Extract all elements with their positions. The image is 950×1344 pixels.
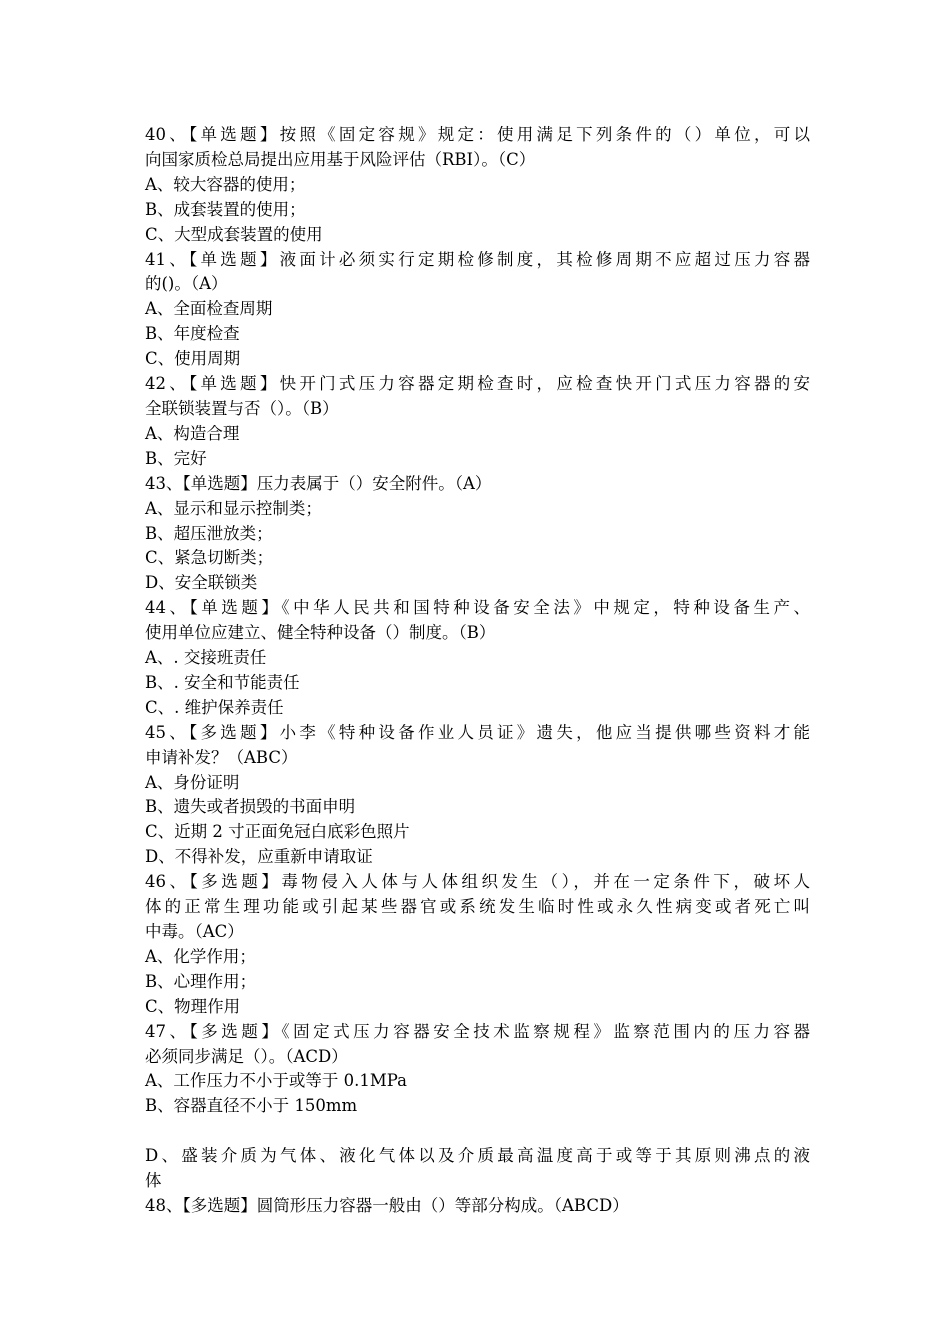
text-line: C、大型成套装置的使用 (145, 224, 323, 244)
text-line: B、完好 (145, 448, 207, 468)
text-line: 中毒。（AC） (145, 922, 244, 941)
text-line: A、身份证明 (145, 772, 240, 792)
text-line: B、年度检查 (145, 324, 240, 344)
text-line: C、. 维护保养责任 (145, 697, 284, 717)
text-line: B、. 安全和节能责任 (145, 672, 300, 692)
text-line: 申请补发？（ABC） (145, 747, 298, 767)
document-page (145, 123, 810, 1219)
text-line: C、物理作用 (145, 996, 241, 1016)
text-line: A、. 交接班责任 (145, 648, 267, 668)
text-line: 40、【单选题】按照《固定容规》规定：使用满足下列条件的（）单位，可以 (145, 125, 810, 144)
text-line: C、使用周期 (145, 349, 241, 369)
text-line: D、安全联锁类 (145, 573, 258, 593)
text-line: 体的正常生理功能或引起某些器官或系统发生临时性或永久性病变或者死亡叫 (145, 897, 810, 917)
text-line: A、构造合理 (145, 423, 240, 443)
text-line: 的()。（A） (145, 274, 228, 294)
text-line: 47、【多选题】《固定式压力容器安全技术监察规程》监察范围内的压力容器 (145, 1021, 810, 1041)
text-line: 必须同步满足（）。（ACD） (145, 1046, 348, 1066)
text-line: A、显示和显示控制类； (145, 498, 322, 518)
text-line: 48、【多选题】圆筒形压力容器一般由（）等部分构成。（ABCD） (145, 1195, 629, 1215)
text-line: B、成套装置的使用； (145, 199, 306, 219)
text-line: 44、【单选题】《中华人民共和国特种设备安全法》中规定，特种设备生产、 (145, 598, 810, 618)
text-line: B、心理作用； (145, 971, 257, 991)
text-line: 41、【单选题】液面计必须实行定期检修制度，其检修周期不应超过压力容器 (145, 249, 810, 269)
text-line: B、超压泄放类； (145, 523, 273, 543)
text-line: 43、【单选题】压力表属于（）安全附件。（A） (145, 473, 492, 493)
text-line: 使用单位应建立、健全特种设备（）制度。（B） (145, 623, 496, 643)
text-line: C、近期 2 寸正面免冠白底彩色照片 (145, 822, 410, 842)
text-line: A、工作压力不小于或等于 0.1MPa (145, 1071, 407, 1091)
text-line: D、不得补发，应重新申请取证 (145, 847, 373, 867)
blank-line (145, 1119, 810, 1144)
text-line: D、盛装介质为气体、液化气体以及介质最高温度高于或等于其原则沸点的液 (145, 1146, 810, 1166)
text-line: A、较大容器的使用； (145, 174, 306, 194)
text-line: B、容器直径不小于 150mm (145, 1096, 358, 1116)
text-line: 46、【多选题】毒物侵入人体与人体组织发生（），并在一定条件下，破坏人 (145, 872, 810, 892)
text-line: B、遗失或者损毁的书面申明 (145, 797, 356, 817)
text-line: 42、【单选题】快开门式压力容器定期检查时，应检查快开门式压力容器的安 (145, 374, 810, 394)
text-line: C、紧急切断类； (145, 548, 274, 568)
text-line: A、全面检查周期 (145, 299, 273, 319)
text-line: 体 (145, 1171, 162, 1191)
text-line: 全联锁装置与否（）。（B） (145, 398, 339, 418)
text-line: A、化学作用； (145, 946, 256, 966)
text-line: 45、【多选题】小李《特种设备作业人员证》遗失，他应当提供哪些资料才能 (145, 722, 810, 742)
text-line: 向国家质检总局提出应用基于风险评估（RBI）。（C） (145, 149, 536, 169)
